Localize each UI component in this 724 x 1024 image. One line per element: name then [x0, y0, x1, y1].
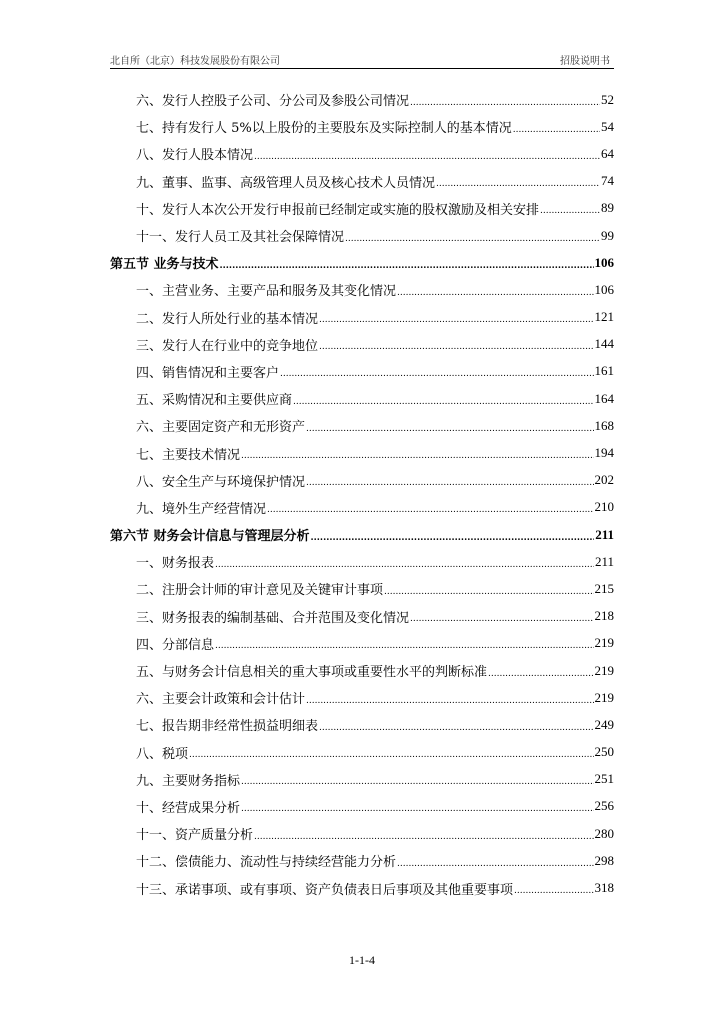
toc-section-entry[interactable]	[110, 521, 614, 548]
toc-dot-leader	[241, 777, 593, 787]
toc-entry[interactable]	[110, 548, 614, 575]
toc-entry[interactable]	[110, 140, 614, 167]
toc-entry-page: 249	[594, 716, 614, 732]
toc-entry-page: 251	[594, 771, 614, 787]
toc-entry[interactable]	[110, 86, 614, 113]
toc-entry-page: 211	[595, 526, 614, 542]
toc-entry[interactable]	[110, 494, 614, 521]
toc-entry[interactable]	[110, 467, 614, 494]
toc-entry-title: 八、安全生产与环境保护情况	[136, 474, 306, 490]
toc-dot-leader	[306, 696, 593, 706]
toc-entry-page: 54	[601, 118, 614, 134]
toc-dot-leader	[513, 125, 600, 135]
toc-entry-title: 一、财务报表	[136, 556, 215, 572]
toc-dot-leader	[319, 342, 593, 352]
toc-entry-page: 52	[601, 91, 614, 107]
toc-entry-page: 144	[594, 336, 614, 352]
toc-dot-leader	[241, 804, 593, 814]
toc-entry-title: 八、发行人股本情况	[136, 148, 254, 164]
toc-entry[interactable]	[110, 739, 614, 766]
toc-entry-page: 202	[594, 472, 614, 488]
toc-dot-leader	[410, 98, 600, 108]
toc-entry-page: 121	[594, 309, 614, 325]
toc-entry[interactable]	[110, 304, 614, 331]
toc-dot-leader	[254, 832, 593, 842]
toc-entry-page: 215	[594, 580, 614, 596]
toc-dot-leader	[397, 859, 593, 869]
toc-entry-title: 七、持有发行人 5%以上股份的主要股东及实际控制人的基本情况	[136, 121, 512, 137]
toc-entry-title: 九、董事、监事、高级管理人员及核心技术人员情况	[136, 175, 436, 191]
toc-entry-title: 四、分部信息	[136, 637, 215, 653]
toc-entry-page: 256	[594, 798, 614, 814]
toc-entry-page: 211	[594, 553, 614, 569]
toc-dot-leader	[540, 206, 600, 216]
toc-entry-page: 168	[594, 417, 614, 433]
toc-entry-page: 106	[594, 254, 614, 270]
toc-entry-page: 64	[601, 145, 614, 161]
toc-entry-page: 210	[594, 499, 614, 515]
toc-entry-title: 二、发行人所处行业的基本情况	[136, 311, 319, 327]
toc-entry[interactable]	[110, 276, 614, 303]
toc-dot-leader	[397, 288, 593, 298]
toc-entry[interactable]	[110, 766, 614, 793]
toc-entry[interactable]	[110, 385, 614, 412]
toc-entry[interactable]	[110, 222, 614, 249]
toc-entry[interactable]	[110, 657, 614, 684]
toc-dot-leader	[311, 533, 595, 543]
toc-dot-leader	[514, 886, 593, 896]
page-header	[110, 52, 614, 69]
toc-dot-leader	[215, 641, 593, 651]
toc-entry-page: 219	[594, 662, 614, 678]
toc-entry-page: 99	[601, 227, 614, 243]
toc-entry[interactable]	[110, 331, 614, 358]
toc-entry-title: 一、主营业务、主要产品和服务及其变化情况	[136, 284, 397, 300]
toc-entry[interactable]	[110, 412, 614, 439]
toc-entry[interactable]	[110, 711, 614, 738]
toc-dot-leader	[254, 152, 600, 162]
toc-entry[interactable]	[110, 113, 614, 140]
toc-dot-leader	[319, 723, 593, 733]
toc-dot-leader	[189, 750, 593, 760]
toc-entry-title: 五、与财务会计信息相关的重大事项或重要性水平的判断标准	[136, 665, 488, 681]
toc-entry-page: 218	[594, 608, 614, 624]
toc-entry-title: 七、报告期非经常性损益明细表	[136, 719, 319, 735]
toc-entry-page: 164	[594, 390, 614, 406]
toc-entry[interactable]	[110, 793, 614, 820]
toc-entry-title: 十、经营成果分析	[136, 800, 241, 816]
toc-dot-leader	[293, 397, 593, 407]
toc-entry-title: 十一、发行人员工及其社会保障情况	[136, 230, 345, 246]
header-document-title: 招股说明书	[560, 56, 610, 67]
toc-dot-leader	[319, 315, 593, 325]
table-of-contents	[110, 86, 614, 902]
toc-entry-title: 十二、偿债能力、流动性与持续经营能力分析	[136, 855, 397, 871]
toc-entry-title: 八、税项	[136, 746, 189, 762]
toc-dot-leader	[410, 614, 593, 624]
toc-entry-page: 280	[594, 825, 614, 841]
toc-entry-title: 六、主要固定资产和无形资产	[136, 420, 306, 436]
toc-entry-title: 第五节 业务与技术	[110, 257, 219, 273]
toc-entry-title: 三、发行人在行业中的竞争地位	[136, 338, 319, 354]
toc-entry-page: 74	[601, 173, 614, 189]
toc-entry[interactable]	[110, 358, 614, 385]
toc-entry-title: 九、主要财务指标	[136, 773, 241, 789]
toc-entry-title: 二、注册会计师的审计意见及关键审计事项	[136, 583, 384, 599]
toc-entry-title: 六、主要会计政策和会计估计	[136, 692, 306, 708]
toc-entry[interactable]	[110, 439, 614, 466]
toc-entry-page: 161	[594, 363, 614, 379]
toc-dot-leader	[241, 451, 593, 461]
toc-entry[interactable]	[110, 630, 614, 657]
toc-entry-page: 89	[601, 200, 614, 216]
toc-dot-leader	[345, 234, 600, 244]
toc-dot-leader	[384, 587, 593, 597]
toc-entry[interactable]	[110, 874, 614, 901]
toc-entry[interactable]	[110, 820, 614, 847]
toc-entry[interactable]	[110, 195, 614, 222]
toc-dot-leader	[280, 369, 593, 379]
toc-entry[interactable]	[110, 684, 614, 711]
toc-entry-page: 219	[594, 635, 614, 651]
toc-entry-title: 四、销售情况和主要客户	[136, 365, 280, 381]
toc-entry-title: 十、发行人本次公开发行申报前已经制定或实施的股权激励及相关安排	[136, 202, 540, 218]
toc-dot-leader	[436, 179, 600, 189]
toc-entry-title: 十一、资产质量分析	[136, 828, 254, 844]
toc-entry-title: 第六节 财务会计信息与管理层分析	[110, 529, 310, 545]
toc-section-entry[interactable]	[110, 249, 614, 276]
toc-entry-page: 298	[594, 852, 614, 868]
toc-entry-page: 219	[594, 689, 614, 705]
toc-entry-title: 十三、承诺事项、或有事项、资产负债表日后事项及其他重要事项	[136, 882, 514, 898]
header-company-name: 北自所（北京）科技发展股份有限公司	[110, 56, 280, 67]
toc-entry-page: 250	[594, 744, 614, 760]
toc-dot-leader	[267, 505, 593, 515]
toc-entry-title: 六、发行人控股子公司、分公司及参股公司情况	[136, 94, 410, 110]
toc-dot-leader	[220, 261, 594, 271]
toc-entry[interactable]	[110, 168, 614, 195]
toc-dot-leader	[306, 424, 593, 434]
toc-entry[interactable]	[110, 575, 614, 602]
toc-entry-title: 七、主要技术情况	[136, 447, 241, 463]
toc-dot-leader	[306, 478, 593, 488]
toc-entry-title: 三、财务报表的编制基础、合并范围及变化情况	[136, 610, 410, 626]
page-number: 1-1-4	[349, 953, 375, 967]
toc-entry[interactable]	[110, 847, 614, 874]
toc-entry-page: 106	[594, 281, 614, 297]
toc-dot-leader	[215, 560, 594, 570]
toc-entry-title: 五、采购情况和主要供应商	[136, 393, 293, 409]
toc-entry-page: 194	[594, 445, 614, 461]
toc-entry-title: 九、境外生产经营情况	[136, 501, 267, 517]
toc-entry[interactable]	[110, 603, 614, 630]
toc-entry-page: 318	[594, 880, 614, 896]
toc-dot-leader	[488, 669, 593, 679]
